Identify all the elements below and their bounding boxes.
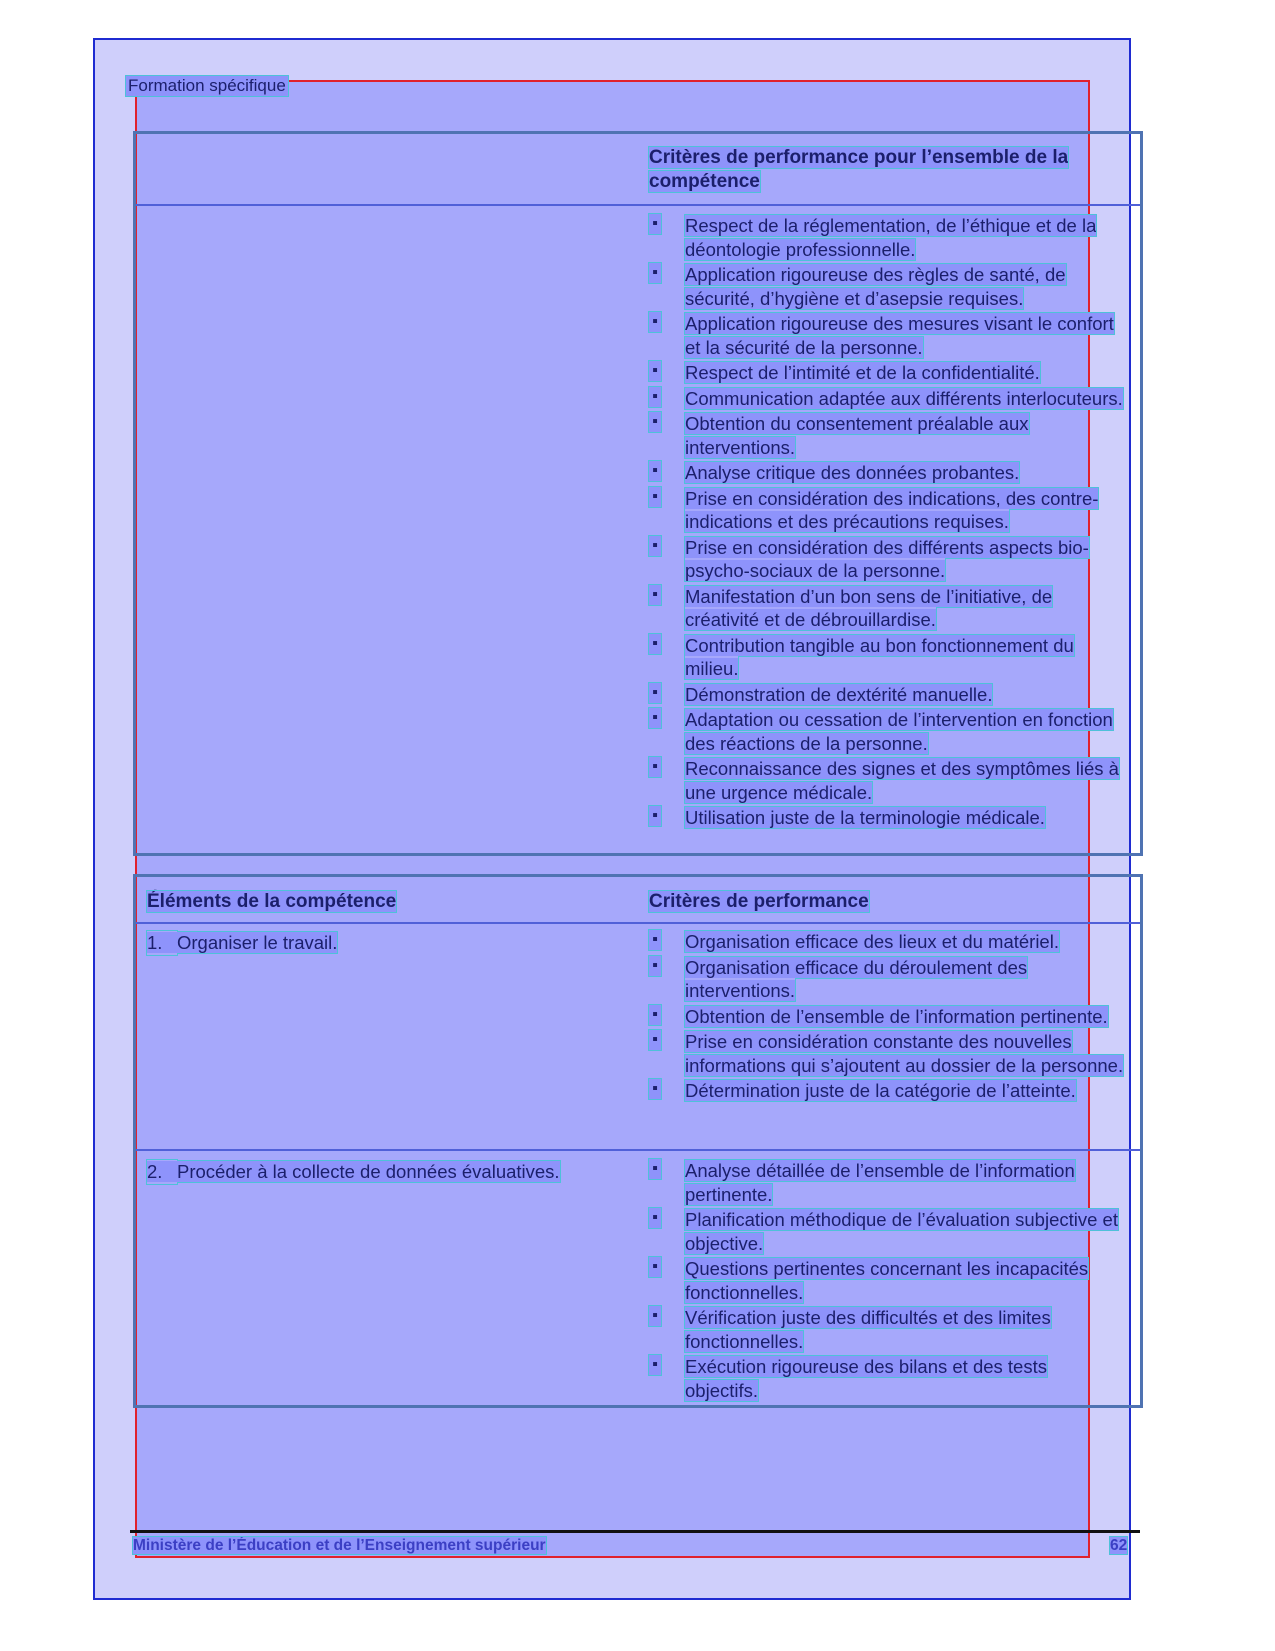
element-row-2: 2. Procéder à la collecte de données évaluatives. — [147, 1161, 560, 1182]
criterion-item: ▪ Prise en considération des indications, des contre-indications et des précautions requises. — [649, 487, 1124, 534]
criterion-item: ▪ Obtention de l’ensemble de l’information pertinente. — [649, 1005, 1124, 1029]
elements-table — [133, 874, 1143, 1408]
page-number: 62 — [1110, 1537, 1128, 1554]
overall-criteria-table — [133, 131, 1143, 856]
criterion-item: ▪ Communication adaptée aux différents interlocuteurs. — [649, 387, 1124, 411]
element-1-criteria — [649, 930, 1124, 1105]
footer-ministry: Ministère de l’Éducation et de l’Enseignement supérieur — [133, 1537, 546, 1554]
criterion-item: ▪ Analyse critique des données probantes. — [649, 461, 1124, 485]
criterion-item: ▪ Contribution tangible au bon fonctionnement du milieu. — [649, 634, 1124, 681]
element-2-criteria — [649, 1159, 1124, 1404]
criterion-item: ▪ Prise en considération constante des nouvelles informations qui s’ajoutent au dossier de la personne. — [649, 1030, 1124, 1077]
criterion-item: ▪ Exécution rigoureuse des bilans et des tests objectifs. — [649, 1355, 1124, 1402]
criterion-item: ▪ Obtention du consentement préalable aux interventions. — [649, 412, 1124, 459]
criterion-item: ▪ Respect de l’intimité et de la confidentialité. — [649, 361, 1124, 385]
criterion-item: ▪ Prise en considération des différents aspects bio-psycho-sociaux de la personne. — [649, 536, 1124, 583]
footer-rule — [130, 1530, 1140, 1533]
running-header: Formation spécifique — [128, 76, 286, 95]
header-divider — [136, 922, 1140, 924]
elements-column-heading: Éléments de la compétence — [147, 891, 397, 912]
criterion-item: ▪ Analyse détaillée de l’ensemble de l’information pertinente. — [649, 1159, 1124, 1206]
criterion-item: ▪ Vérification juste des difficultés et des limites fonctionnelles. — [649, 1306, 1124, 1353]
overall-criteria-list — [649, 214, 1124, 832]
overall-criteria-heading: Critères de performance pour l’ensemble de la compétence — [649, 147, 1069, 192]
criterion-item: ▪ Planification méthodique de l’évaluation subjective et objective. — [649, 1208, 1124, 1255]
criterion-item: ▪ Démonstration de dextérité manuelle. — [649, 683, 1124, 707]
element-row-1: 1. Organiser le travail. — [147, 932, 338, 953]
criterion-item: ▪ Respect de la réglementation, de l’éthique et de la déontologie professionnelle. — [649, 214, 1124, 261]
criteria-column-heading: Critères de performance — [649, 891, 869, 912]
criterion-item: ▪ Organisation efficace du déroulement des interventions. — [649, 956, 1124, 1003]
criterion-item: ▪ Utilisation juste de la terminologie médicale. — [649, 806, 1124, 830]
criterion-item: ▪ Application rigoureuse des mesures visant le confort et la sécurité de la personne. — [649, 312, 1124, 359]
criterion-item: ▪ Détermination juste de la catégorie de l’atteinte. — [649, 1079, 1124, 1103]
row-divider — [136, 1149, 1140, 1151]
criterion-item: ▪ Questions pertinentes concernant les incapacités fonctionnelles. — [649, 1257, 1124, 1304]
criterion-item: ▪ Organisation efficace des lieux et du matériel. — [649, 930, 1124, 954]
criterion-item: ▪ Adaptation ou cessation de l’intervention en fonction des réactions de la personne. — [649, 708, 1124, 755]
criterion-item: ▪ Reconnaissance des signes et des symptômes liés à une urgence médicale. — [649, 757, 1124, 804]
criterion-item: ▪ Application rigoureuse des règles de santé, de sécurité, d’hygiène et d’asepsie requises. — [649, 263, 1124, 310]
header-divider — [136, 204, 1140, 206]
criterion-item: ▪ Manifestation d’un bon sens de l’initiative, de créativité et de débrouillardise. — [649, 585, 1124, 632]
